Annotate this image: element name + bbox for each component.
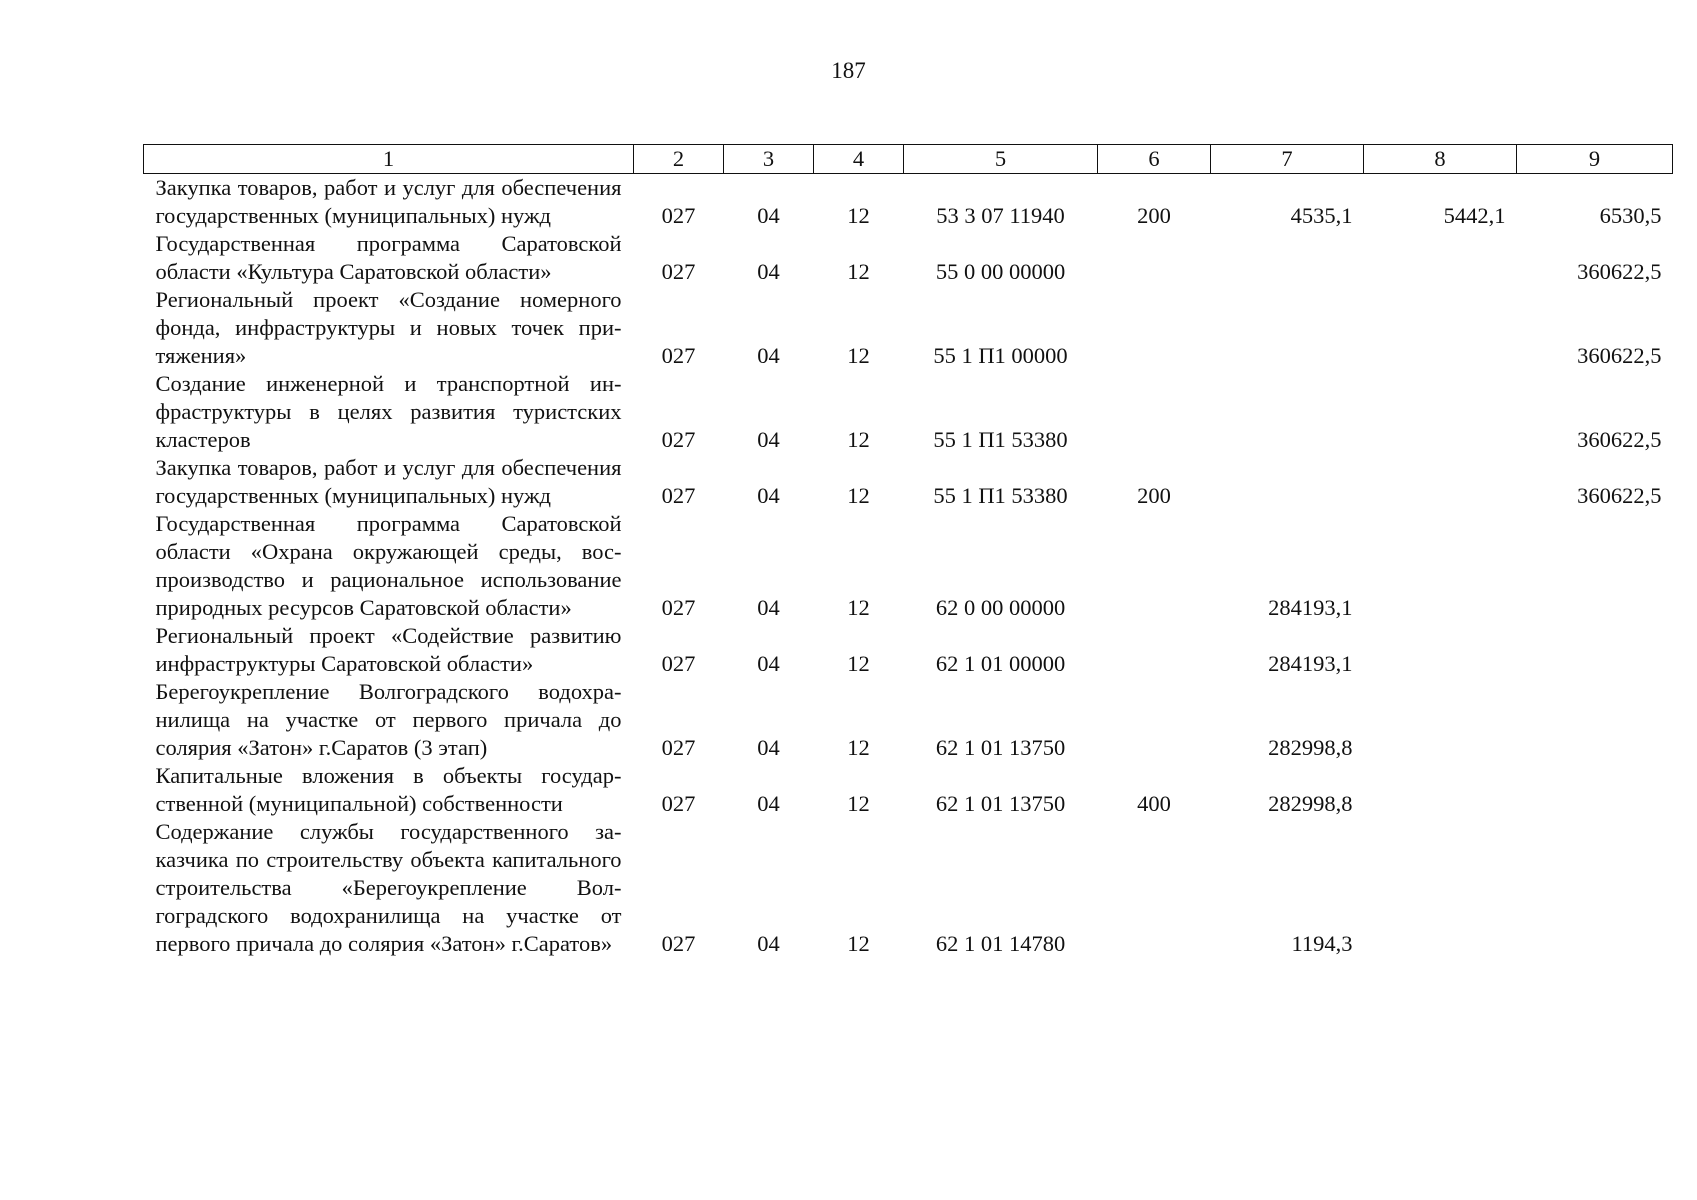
row-amount-col7: 4535,1 — [1290, 203, 1353, 228]
row-amount-col7: 284193,1 — [1268, 595, 1353, 620]
table-row — [144, 174, 1673, 231]
row-target-code: 53 3 07 11940 — [936, 203, 1065, 228]
row-amount-col7 — [1211, 230, 1364, 286]
row-section-code: 04 — [757, 931, 780, 956]
row-name: Создание инженерной и транспортной инфраструктуры в целях развития туристских кластеров — [155, 371, 622, 452]
row-amount-col9: 360622,5 — [1577, 483, 1662, 508]
row-expense-type — [1098, 370, 1211, 454]
row-amount-col8 — [1364, 370, 1517, 454]
row-ministry-code: 027 — [661, 259, 696, 284]
row-ministry-code: 027 — [661, 203, 696, 228]
row-subsection-code: 12 — [847, 791, 870, 816]
row-amount-col7: 282998,8 — [1268, 735, 1353, 760]
row-name: Региональный проект «Создание номерного фонда, инфраструктуры и новых точек притяжения» — [155, 287, 622, 368]
row-amount-col9 — [1517, 678, 1673, 762]
row-subsection-code: 12 — [847, 427, 870, 452]
row-ministry-code: 027 — [661, 735, 696, 760]
row-name: Государственная программа Саратовской области «Культура Саратовской области» — [155, 231, 622, 284]
row-section-code: 04 — [757, 427, 780, 452]
row-target-code: 55 0 00 00000 — [935, 259, 1066, 284]
row-expense-type — [1098, 622, 1211, 678]
row-expense-type: 200 — [1137, 203, 1171, 228]
row-amount-col9 — [1517, 762, 1673, 818]
table-row — [144, 286, 1673, 370]
row-ministry-code: 027 — [661, 343, 696, 368]
row-expense-type — [1098, 286, 1211, 370]
row-amount-col7 — [1211, 454, 1364, 510]
row-target-code: 62 1 01 13750 — [935, 791, 1066, 816]
row-amount-col8 — [1364, 762, 1517, 818]
row-amount-col7: 282998,8 — [1268, 791, 1353, 816]
row-amount-col8 — [1364, 286, 1517, 370]
page-number: 187 — [831, 58, 866, 83]
row-expense-type — [1098, 510, 1211, 622]
table-row — [144, 678, 1673, 762]
row-target-code: 62 0 00 00000 — [935, 595, 1066, 620]
row-subsection-code: 12 — [847, 203, 870, 228]
row-expense-type — [1098, 678, 1211, 762]
row-subsection-code: 12 — [847, 735, 870, 760]
table-row — [144, 230, 1673, 286]
row-expense-type: 200 — [1137, 483, 1171, 508]
header-col-1: 1 — [144, 145, 634, 174]
header-col-5: 5 — [904, 145, 1098, 174]
row-target-code: 55 1 П1 53380 — [933, 483, 1068, 508]
row-amount-col8 — [1364, 454, 1517, 510]
row-amount-col7 — [1211, 286, 1364, 370]
row-name: Содержание службы государственного заказчика по строительству объекта капитального строительства «Берегоукрепление Волгоградского водохранилища на участке от первого причала до солярия «Затон» г.Саратов» — [155, 819, 622, 956]
row-subsection-code: 12 — [847, 651, 870, 676]
row-expense-type — [1098, 818, 1211, 958]
row-name: Капитальные вложения в объекты государственной (муниципальной) собственности — [155, 763, 622, 816]
header-col-2: 2 — [634, 145, 724, 174]
table-row — [144, 762, 1673, 818]
row-amount-col8: 5442,1 — [1443, 203, 1506, 228]
row-subsection-code: 12 — [847, 595, 870, 620]
row-name: Закупка товаров, работ и услуг для обеспечения государственных (муниципальных) нужд — [155, 455, 622, 508]
row-amount-col7: 284193,1 — [1268, 651, 1353, 676]
row-expense-type — [1098, 230, 1211, 286]
row-ministry-code: 027 — [661, 483, 696, 508]
row-section-code: 04 — [757, 259, 780, 284]
row-name: Государственная программа Саратовской области «Охрана окружающей среды, воспроизводство и рациональное использование природных ресурсов Саратовской области» — [155, 511, 622, 620]
row-ministry-code: 027 — [661, 651, 696, 676]
row-name: Закупка товаров, работ и услуг для обеспечения государственных (муниципальных) нужд — [155, 175, 622, 228]
row-target-code: 55 1 П1 53380 — [933, 427, 1068, 452]
header-col-7: 7 — [1211, 145, 1364, 174]
row-target-code: 62 1 01 14780 — [935, 931, 1066, 956]
row-ministry-code: 027 — [661, 791, 696, 816]
row-amount-col8 — [1364, 510, 1517, 622]
row-target-code: 55 1 П1 00000 — [933, 343, 1068, 368]
row-ministry-code: 027 — [661, 595, 696, 620]
row-section-code: 04 — [757, 343, 780, 368]
row-section-code: 04 — [757, 595, 780, 620]
header-col-8: 8 — [1364, 145, 1517, 174]
row-target-code: 62 1 01 00000 — [935, 651, 1066, 676]
row-amount-col7 — [1211, 370, 1364, 454]
row-amount-col9: 360622,5 — [1577, 427, 1662, 452]
table-header — [144, 145, 1673, 174]
row-section-code: 04 — [757, 791, 780, 816]
row-section-code: 04 — [757, 651, 780, 676]
row-subsection-code: 12 — [847, 343, 870, 368]
row-amount-col8 — [1364, 678, 1517, 762]
table-row — [144, 370, 1673, 454]
row-subsection-code: 12 — [847, 483, 870, 508]
row-target-code: 62 1 01 13750 — [935, 735, 1066, 760]
row-section-code: 04 — [757, 203, 780, 228]
header-col-9: 9 — [1517, 145, 1673, 174]
table-row — [144, 510, 1673, 622]
row-amount-col8 — [1364, 230, 1517, 286]
header-row — [144, 145, 1673, 174]
row-name: Региональный проект «Содействие развитию инфраструктуры Саратовской области» — [155, 623, 622, 676]
row-subsection-code: 12 — [847, 931, 870, 956]
budget-table — [143, 144, 1673, 958]
row-amount-col8 — [1364, 818, 1517, 958]
header-col-4: 4 — [814, 145, 904, 174]
row-amount-col9 — [1517, 818, 1673, 958]
row-name: Берегоукрепление Волгоградского водохранилища на участке от первого причала до солярия «Затон» г.Саратов (3 этап) — [155, 679, 622, 760]
row-section-code: 04 — [757, 483, 780, 508]
row-ministry-code: 027 — [661, 427, 696, 452]
row-ministry-code: 027 — [661, 931, 696, 956]
header-col-6: 6 — [1098, 145, 1211, 174]
row-subsection-code: 12 — [847, 259, 870, 284]
header-col-3: 3 — [724, 145, 814, 174]
table-row — [144, 622, 1673, 678]
table-row — [144, 454, 1673, 510]
row-amount-col9 — [1517, 622, 1673, 678]
table-body — [144, 174, 1673, 959]
row-amount-col9 — [1517, 510, 1673, 622]
row-section-code: 04 — [757, 735, 780, 760]
row-amount-col9: 6530,5 — [1599, 203, 1662, 228]
row-amount-col8 — [1364, 622, 1517, 678]
table-row — [144, 818, 1673, 958]
row-amount-col9: 360622,5 — [1577, 343, 1662, 368]
row-expense-type: 400 — [1137, 791, 1171, 816]
row-amount-col7: 1194,3 — [1291, 931, 1353, 956]
row-amount-col9: 360622,5 — [1577, 259, 1662, 284]
